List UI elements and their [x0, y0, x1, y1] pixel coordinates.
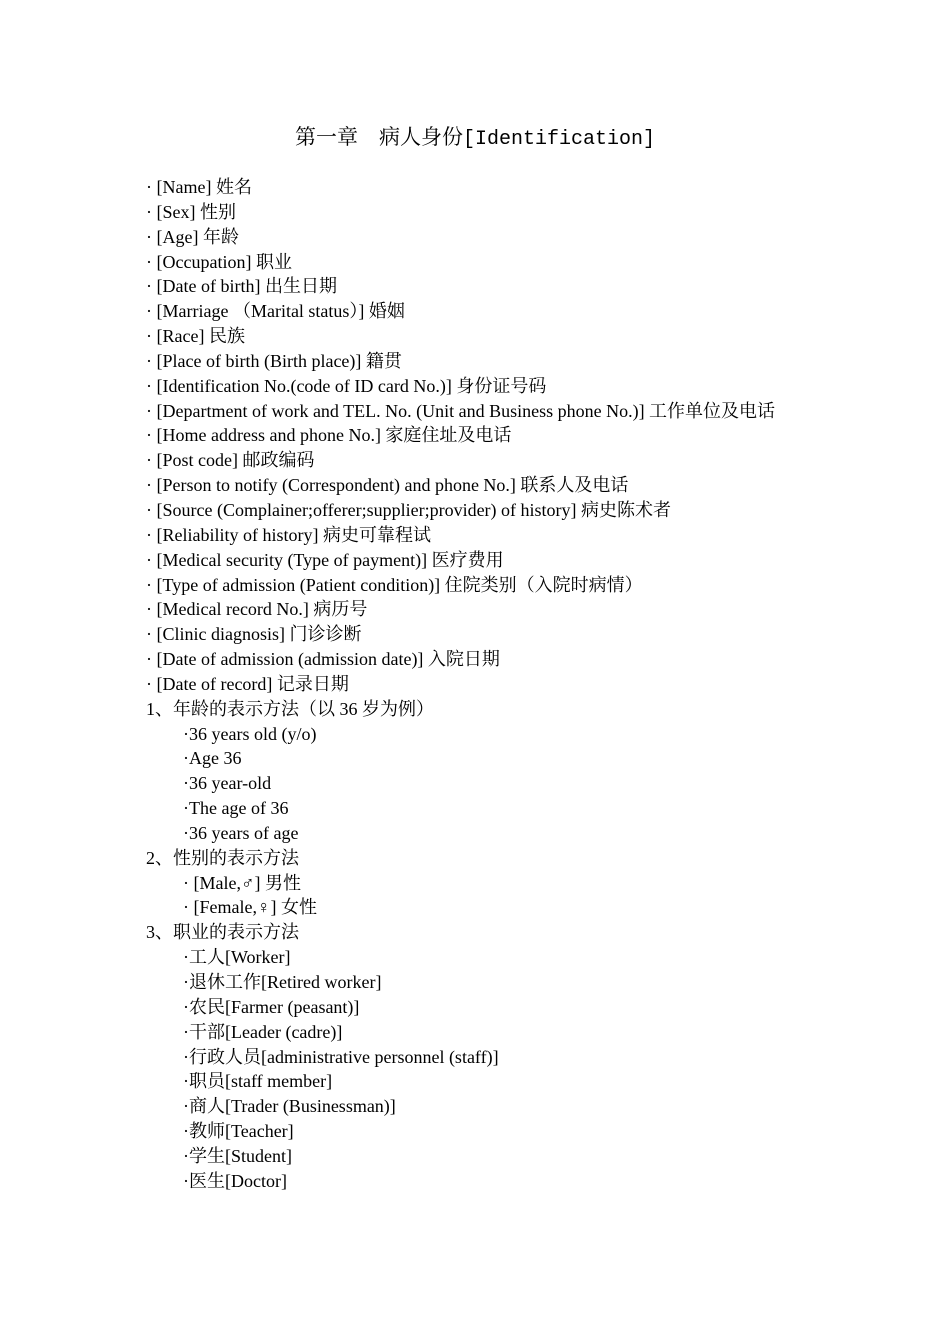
- list-item: ·36 years old (y/o): [183, 723, 317, 744]
- list-item: ·36 year-old: [183, 773, 272, 794]
- list-item: ·教师[Teacher]: [183, 1121, 294, 1142]
- list-item: ·干部[Leader (cadre)]: [183, 1021, 343, 1042]
- chapter-title: [0, 123, 950, 154]
- list-item: · [Person to notify (Correspondent) and phone No.] 联系人及电话: [146, 475, 629, 496]
- list-item: · [Reliability of history] 病史可靠程试: [146, 524, 431, 545]
- list-item: ·工人[Worker]: [183, 947, 291, 968]
- sex-section: [146, 846, 816, 921]
- age-section: [146, 697, 816, 846]
- list-item: · [Age] 年龄: [146, 226, 239, 247]
- identification-list: [146, 175, 816, 697]
- list-item: ·商人[Trader (Businessman)]: [183, 1096, 396, 1117]
- list-item: · [Sex] 性别: [146, 201, 236, 222]
- list-item: · [Race] 民族: [146, 326, 245, 347]
- list-item: · [Clinic diagnosis] 门诊诊断: [146, 624, 362, 645]
- list-item: · [Female,♀] 女性: [183, 897, 317, 918]
- list-item: · [Name] 姓名: [146, 177, 252, 197]
- list-item: ·36 years of age: [183, 822, 299, 843]
- list-item: · [Marriage （Marital status）] 婚姻: [146, 301, 405, 322]
- list-item: · [Medical security (Type of payment)] 医疗费用: [146, 549, 504, 570]
- chapter-title-chinese: 第一章 病人身份: [294, 125, 463, 149]
- list-item: · [Date of birth] 出生日期: [146, 276, 337, 297]
- list-item: ·The age of 36: [183, 798, 289, 819]
- list-item: ·职员[staff member]: [183, 1071, 333, 1092]
- list-item: · [Identification No.(code of ID card No.)] 身份证号码: [146, 375, 547, 396]
- list-item: ·行政人员[administrative personnel (staff)]: [183, 1046, 499, 1067]
- section-heading: 2、性别的表示方法: [146, 847, 299, 868]
- list-item: · [Date of record] 记录日期: [146, 673, 349, 694]
- section-heading: 3、职业的表示方法: [146, 922, 299, 943]
- section-heading: 1、年龄的表示方法（以 36 岁为例）: [146, 698, 434, 719]
- list-item: ·学生[Student]: [183, 1145, 292, 1166]
- list-item: · [Medical record No.] 病历号: [146, 599, 368, 620]
- list-item: · [Place of birth (Birth place)] 籍贯: [146, 350, 402, 371]
- list-item: ·农民[Farmer (peasant)]: [183, 996, 360, 1017]
- list-item: · [Date of admission (admission date)] 入院日期: [146, 649, 500, 670]
- list-item: · [Post code] 邮政编码: [146, 450, 315, 471]
- list-item: · [Occupation] 职业: [146, 251, 292, 272]
- chapter-title-english: [Identification]: [462, 128, 656, 151]
- list-item: · [Department of work and TEL. No. (Unit and Business phone No.)] 工作单位及电话: [146, 400, 776, 421]
- list-item: ·Age 36: [183, 748, 242, 769]
- list-item: · [Male,♂] 男性: [183, 872, 301, 893]
- list-item: · [Home address and phone No.] 家庭住址及电话: [146, 425, 512, 446]
- document-body: [146, 175, 816, 1194]
- list-item: · [Type of admission (Patient condition)] 住院类别（入院时病情）: [146, 574, 643, 595]
- occupation-section: [146, 920, 816, 1193]
- list-item: ·医生[Doctor]: [183, 1170, 287, 1191]
- list-item: ·退休工作[Retired worker]: [183, 972, 382, 992]
- list-item: · [Source (Complainer;offerer;supplier;provider) of history] 病史陈术者: [146, 499, 672, 520]
